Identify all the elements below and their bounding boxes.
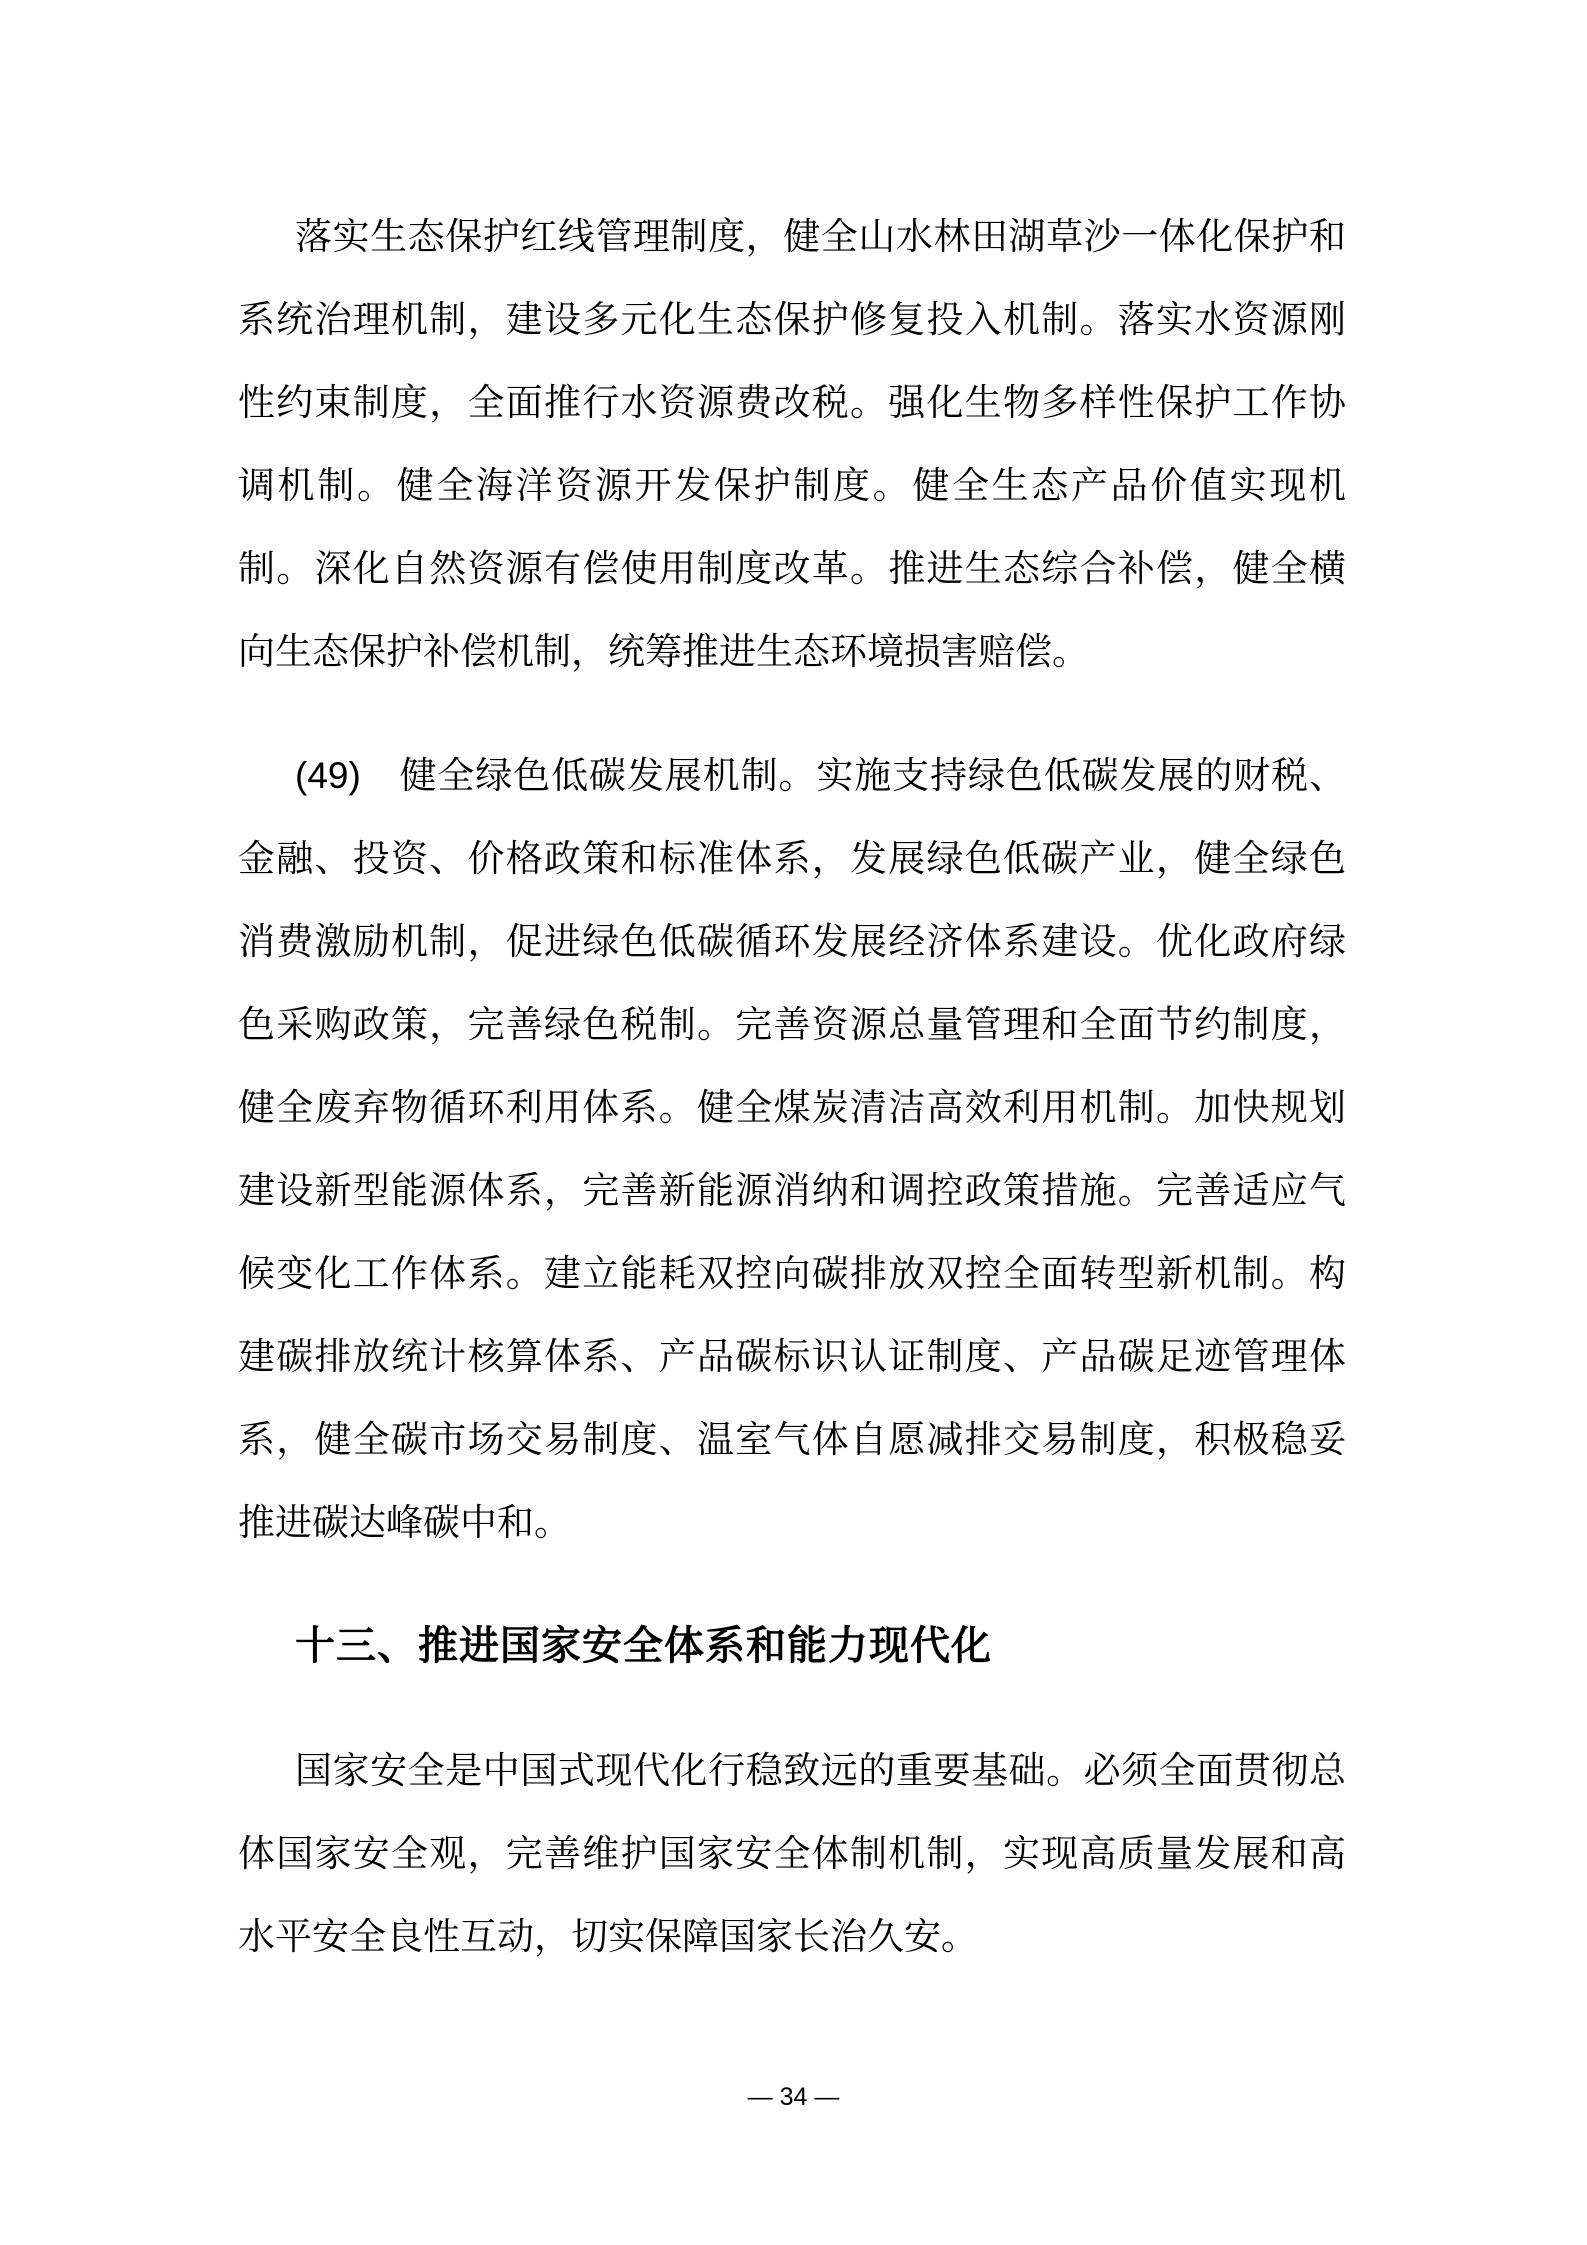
section-heading-13-national-security: 十三、推进国家安全体系和能力现代化	[295, 1624, 992, 1668]
page-number: — 34 —	[747, 2083, 840, 2111]
page-body	[238, 195, 1346, 2019]
paragraph-ecology-protection: 落实生态保护红线管理制度，健全山水林田湖草沙一体化保护和系统治理机制，建设多元化生态保护修复投入机制。落实水资源刚性约束制度，全面推行水资源费改税。强化生物多样性保护工作协调机制。健全海洋资源开发保护制度。健全生态产品价值实现机制。深化自然资源有偿使用制度改革。推进生态综合补偿，健全横向生态保护补偿机制，统筹推进生态环境损害赔偿。	[238, 216, 1346, 672]
paragraph-national-security-intro: 国家安全是中国式现代化行稳致远的重要基础。必须全面贯彻总体国家安全观，完善维护国家安全体制机制，实现高质量发展和高水平安全良性互动，切实保障国家长治久安。	[238, 1750, 1346, 1957]
paragraph-clause-49-green-low-carbon: (49) 健全绿色低碳发展机制。实施支持绿色低碳发展的财税、金融、投资、价格政策和标准体系，发展绿色低碳产业，健全绿色消费激励机制，促进绿色低碳循环发展经济体系建设。优化政府绿色采购政策，完善绿色税制。完善资源总量管理和全面节约制度，健全废弃物循环利用体系。健全煤炭清洁高效利用机制。加快规划建设新型能源体系，完善新能源消纳和调控政策措施。完善适应气候变化工作体系。建立能耗双控向碳排放双控全面转型新机制。构建碳排放统计核算体系、产品碳标识认证制度、产品碳足迹管理体系，健全碳市场交易制度、温室气体自愿减排交易制度，积极稳妥推进碳达峰碳中和。	[238, 755, 1346, 1543]
